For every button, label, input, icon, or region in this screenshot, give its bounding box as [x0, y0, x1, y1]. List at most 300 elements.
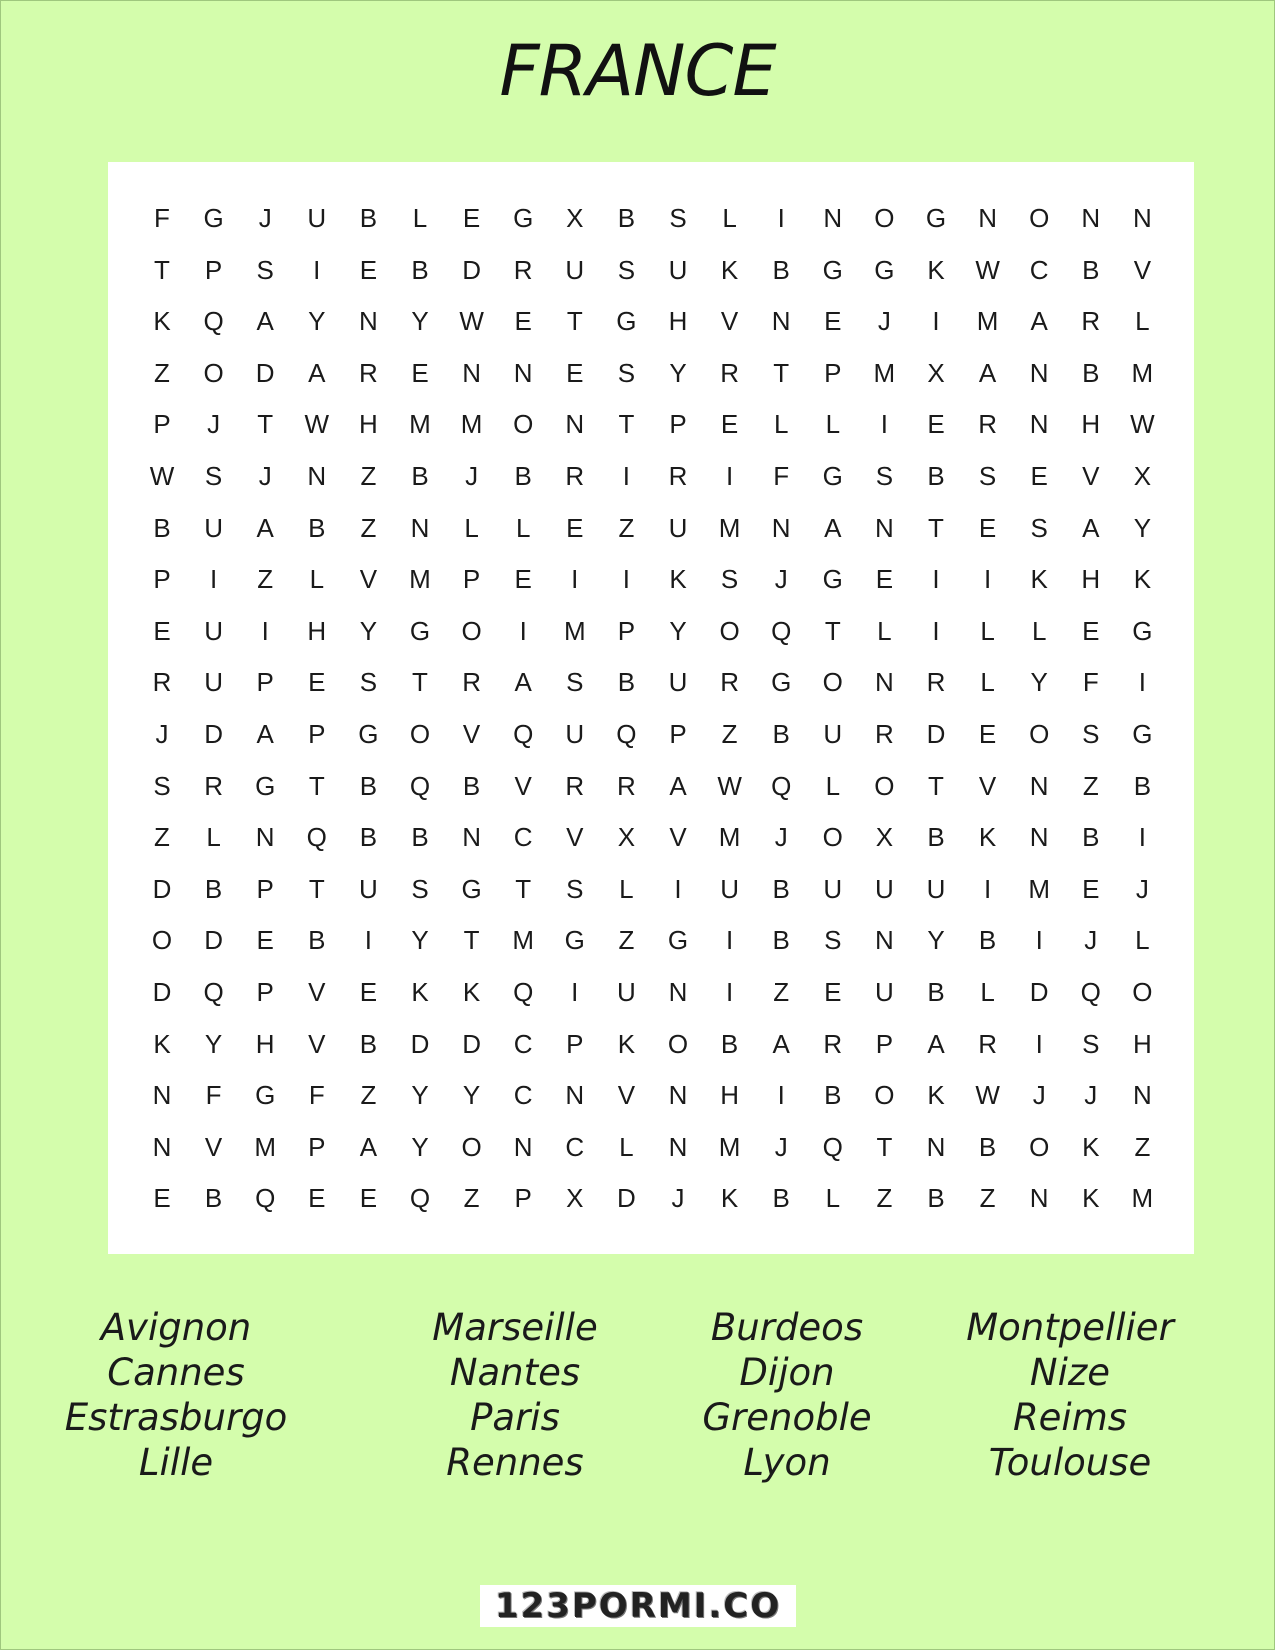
grid-cell[interactable]: V — [308, 1028, 326, 1059]
grid-cell[interactable]: L — [980, 977, 995, 1007]
grid-cell[interactable]: M — [409, 409, 431, 440]
grid-cell[interactable]: U — [875, 873, 894, 904]
grid-cell[interactable]: Y — [204, 1028, 223, 1059]
grid-cell[interactable]: J — [774, 1131, 788, 1162]
grid-cell[interactable]: L — [877, 615, 892, 646]
grid-cell[interactable]: N — [152, 1131, 172, 1162]
grid-cell[interactable]: W — [459, 306, 484, 337]
grid-cell[interactable]: J — [465, 461, 479, 491]
grid-cell[interactable]: E — [153, 1183, 171, 1214]
grid-cell[interactable]: S — [720, 564, 739, 595]
grid-cell[interactable]: N — [668, 977, 688, 1007]
grid-cell[interactable]: U — [875, 977, 894, 1007]
grid-cell[interactable]: E — [824, 977, 842, 1007]
grid-cell[interactable]: H — [359, 409, 378, 440]
grid-cell[interactable]: A — [669, 770, 687, 801]
grid-cell[interactable]: U — [565, 254, 585, 285]
grid-cell[interactable]: L — [722, 203, 737, 233]
grid-cell[interactable]: N — [462, 357, 481, 388]
grid-cell[interactable]: N — [1029, 770, 1049, 801]
grid-cell[interactable]: Y — [927, 925, 945, 956]
grid-cell[interactable]: L — [1031, 615, 1047, 646]
grid-cell[interactable]: M — [460, 409, 483, 440]
grid-cell[interactable]: P — [256, 873, 274, 904]
grid-cell[interactable]: S — [153, 770, 171, 801]
grid-cell[interactable]: K — [669, 564, 687, 595]
grid-cell[interactable]: C — [513, 1080, 533, 1111]
grid-cell[interactable]: E — [359, 1183, 378, 1214]
grid-cell[interactable]: Z — [979, 1183, 996, 1214]
grid-cell[interactable]: B — [411, 822, 429, 853]
grid-cell[interactable]: Y — [411, 1080, 429, 1111]
grid-cell[interactable]: B — [308, 925, 326, 956]
grid-cell[interactable]: R — [978, 409, 997, 440]
grid-cell[interactable]: B — [411, 461, 429, 491]
grid-cell[interactable]: F — [154, 203, 170, 233]
grid-cell[interactable]: L — [1135, 306, 1150, 337]
grid-cell[interactable]: P — [514, 1183, 532, 1214]
grid-cell[interactable]: U — [204, 615, 223, 646]
grid-cell[interactable]: E — [875, 564, 894, 595]
grid-cell[interactable]: J — [774, 822, 788, 853]
grid-cell[interactable]: B — [927, 1183, 945, 1214]
grid-cell[interactable]: S — [1082, 1028, 1100, 1059]
grid-cell[interactable]: Z — [257, 564, 274, 595]
grid-cell[interactable]: Q — [771, 770, 792, 801]
grid-cell[interactable]: P — [824, 357, 842, 388]
grid-cell[interactable]: W — [717, 770, 742, 801]
grid-cell[interactable]: B — [927, 822, 945, 853]
grid-cell[interactable]: Q — [822, 1131, 843, 1162]
grid-cell[interactable]: U — [823, 873, 843, 904]
grid-cell[interactable]: I — [571, 977, 579, 1007]
grid-cell[interactable]: D — [204, 925, 223, 956]
grid-cell[interactable]: S — [617, 254, 636, 285]
grid-cell[interactable]: I — [313, 254, 321, 285]
grid-cell[interactable]: I — [1138, 667, 1146, 698]
grid-cell[interactable]: U — [668, 254, 688, 285]
grid-cell[interactable]: G — [874, 254, 895, 285]
grid-cell[interactable]: B — [204, 873, 223, 904]
grid-cell[interactable]: Y — [462, 1080, 481, 1111]
grid-cell[interactable]: N — [359, 306, 378, 337]
grid-cell[interactable]: O — [1029, 203, 1050, 233]
grid-cell[interactable]: L — [309, 564, 325, 595]
grid-cell[interactable]: R — [720, 357, 739, 388]
grid-cell[interactable]: X — [875, 822, 894, 853]
grid-cell[interactable]: G — [771, 667, 792, 698]
grid-cell[interactable]: N — [565, 1080, 585, 1111]
grid-cell[interactable]: G — [461, 873, 482, 904]
grid-cell[interactable]: A — [824, 512, 842, 543]
grid-cell[interactable]: T — [928, 770, 944, 801]
grid-cell[interactable]: T — [308, 770, 325, 801]
grid-cell[interactable]: E — [256, 925, 274, 956]
grid-cell[interactable]: P — [566, 1028, 584, 1059]
grid-cell[interactable]: H — [1081, 409, 1101, 440]
grid-cell[interactable]: T — [876, 1131, 893, 1162]
grid-cell[interactable]: E — [359, 254, 378, 285]
grid-cell[interactable]: O — [822, 822, 843, 853]
grid-cell[interactable]: R — [720, 667, 739, 698]
grid-cell[interactable]: C — [513, 822, 533, 853]
grid-cell[interactable]: E — [462, 203, 481, 233]
grid-cell[interactable]: Q — [513, 719, 534, 749]
grid-cell[interactable]: G — [203, 203, 224, 233]
grid-cell[interactable]: O — [1029, 719, 1050, 749]
grid-cell[interactable]: E — [566, 357, 584, 388]
grid-cell[interactable]: K — [927, 254, 945, 285]
grid-cell[interactable]: B — [1082, 822, 1100, 853]
grid-cell[interactable]: I — [674, 873, 682, 904]
grid-cell[interactable]: K — [617, 1028, 636, 1059]
grid-cell[interactable]: S — [359, 667, 378, 698]
grid-cell[interactable]: E — [720, 409, 739, 440]
grid-cell[interactable]: Z — [360, 461, 377, 491]
grid-cell[interactable]: U — [359, 873, 378, 904]
grid-cell[interactable]: M — [254, 1131, 277, 1162]
grid-cell[interactable]: X — [617, 822, 636, 853]
grid-cell[interactable]: L — [619, 873, 634, 904]
grid-cell[interactable]: I — [1138, 822, 1146, 853]
grid-cell[interactable]: X — [927, 357, 945, 388]
grid-cell[interactable]: B — [824, 1080, 842, 1111]
grid-cell[interactable]: T — [308, 873, 325, 904]
grid-cell[interactable]: U — [668, 512, 688, 543]
grid-cell[interactable]: Z — [360, 512, 377, 543]
grid-cell[interactable]: V — [359, 564, 378, 595]
grid-cell[interactable]: R — [462, 667, 481, 698]
grid-cell[interactable]: B — [1082, 254, 1100, 285]
grid-cell[interactable]: B — [772, 1183, 790, 1214]
grid-cell[interactable]: Z — [773, 977, 790, 1007]
grid-cell[interactable]: S — [978, 461, 997, 491]
grid-cell[interactable]: M — [976, 306, 999, 337]
grid-cell[interactable]: V — [720, 306, 739, 337]
grid-cell[interactable]: P — [256, 977, 274, 1007]
grid-cell[interactable]: P — [256, 667, 274, 698]
grid-cell[interactable]: E — [308, 1183, 326, 1214]
grid-cell[interactable]: I — [261, 615, 269, 646]
grid-cell[interactable]: S — [1030, 512, 1048, 543]
grid-cell[interactable]: L — [619, 1131, 634, 1162]
grid-cell[interactable]: K — [1082, 1183, 1100, 1214]
grid-cell[interactable]: A — [256, 306, 274, 337]
grid-cell[interactable]: G — [255, 1080, 276, 1111]
grid-cell[interactable]: J — [671, 1183, 685, 1214]
grid-cell[interactable]: L — [825, 770, 841, 801]
grid-cell[interactable]: Y — [359, 615, 378, 646]
grid-cell[interactable]: N — [823, 203, 843, 233]
grid-cell[interactable]: O — [874, 1080, 895, 1111]
grid-cell[interactable]: M — [1028, 873, 1051, 904]
grid-cell[interactable]: N — [1133, 1080, 1152, 1111]
grid-cell[interactable]: S — [875, 461, 894, 491]
grid-cell[interactable]: S — [824, 925, 842, 956]
grid-cell[interactable]: N — [668, 1080, 688, 1111]
grid-cell[interactable]: Z — [463, 1183, 480, 1214]
grid-cell[interactable]: L — [412, 203, 428, 233]
grid-cell[interactable]: N — [875, 925, 894, 956]
grid-cell[interactable]: F — [205, 1080, 222, 1111]
grid-cell[interactable]: W — [975, 1080, 1000, 1111]
grid-cell[interactable]: Z — [721, 719, 738, 749]
grid-cell[interactable]: E — [359, 977, 378, 1007]
grid-cell[interactable]: R — [204, 770, 223, 801]
grid-cell[interactable]: A — [772, 1028, 790, 1059]
grid-cell[interactable]: Z — [1082, 770, 1099, 801]
grid-cell[interactable]: V — [514, 770, 532, 801]
grid-cell[interactable]: O — [874, 770, 895, 801]
grid-cell[interactable]: B — [927, 461, 945, 491]
grid-cell[interactable]: T — [824, 615, 841, 646]
grid-cell[interactable]: R — [875, 719, 894, 749]
grid-cell[interactable]: K — [927, 1080, 945, 1111]
grid-cell[interactable]: P — [669, 409, 687, 440]
grid-cell[interactable]: O — [1132, 977, 1153, 1007]
grid-cell[interactable]: B — [720, 1028, 739, 1059]
grid-cell[interactable]: L — [825, 1183, 841, 1214]
grid-cell[interactable]: D — [410, 1028, 430, 1059]
grid-cell[interactable]: B — [204, 1183, 223, 1214]
grid-cell[interactable]: V — [669, 822, 687, 853]
grid-cell[interactable]: B — [1133, 770, 1152, 801]
grid-cell[interactable]: G — [822, 254, 843, 285]
grid-cell[interactable]: M — [718, 822, 741, 853]
grid-cell[interactable]: I — [1035, 925, 1043, 956]
grid-cell[interactable]: A — [978, 357, 997, 388]
grid-cell[interactable]: S — [1082, 719, 1100, 749]
grid-cell[interactable]: V — [566, 822, 584, 853]
grid-cell[interactable]: Y — [669, 615, 687, 646]
grid-cell[interactable]: R — [823, 1028, 843, 1059]
grid-cell[interactable]: Y — [1030, 667, 1048, 698]
grid-cell[interactable]: U — [307, 203, 327, 233]
grid-cell[interactable]: K — [720, 1183, 739, 1214]
grid-cell[interactable]: M — [718, 512, 741, 543]
grid-cell[interactable]: B — [772, 254, 790, 285]
grid-cell[interactable]: S — [566, 667, 584, 698]
grid-cell[interactable]: E — [308, 667, 326, 698]
grid-cell[interactable]: O — [203, 357, 224, 388]
grid-cell[interactable]: G — [667, 925, 689, 956]
grid-cell[interactable]: Y — [669, 357, 687, 388]
grid-cell[interactable]: G — [616, 306, 637, 337]
grid-cell[interactable]: Y — [1133, 512, 1152, 543]
grid-cell[interactable]: J — [207, 409, 221, 440]
grid-cell[interactable]: R — [565, 461, 585, 491]
grid-cell[interactable]: B — [617, 667, 636, 698]
grid-cell[interactable]: N — [1029, 357, 1049, 388]
grid-cell[interactable]: I — [725, 461, 734, 491]
grid-cell[interactable]: J — [1032, 1080, 1046, 1111]
grid-cell[interactable]: Z — [618, 925, 635, 956]
grid-cell[interactable]: G — [1132, 719, 1153, 749]
grid-cell[interactable]: L — [980, 667, 995, 698]
grid-cell[interactable]: Q — [203, 306, 224, 337]
grid-cell[interactable]: U — [204, 512, 223, 543]
grid-cell[interactable]: G — [513, 203, 534, 233]
grid-cell[interactable]: I — [777, 1080, 785, 1111]
grid-cell[interactable]: M — [873, 357, 896, 388]
grid-cell[interactable]: E — [1082, 873, 1100, 904]
grid-cell[interactable]: M — [409, 564, 431, 595]
grid-cell[interactable]: S — [256, 254, 274, 285]
grid-cell[interactable]: I — [571, 564, 579, 595]
grid-cell[interactable]: O — [1029, 1131, 1050, 1162]
grid-cell[interactable]: Z — [1134, 1131, 1151, 1162]
grid-cell[interactable]: T — [257, 409, 274, 440]
grid-cell[interactable]: V — [1133, 254, 1152, 285]
grid-cell[interactable]: D — [255, 357, 275, 388]
grid-cell[interactable]: A — [927, 1028, 945, 1059]
grid-cell[interactable]: L — [515, 512, 531, 543]
grid-cell[interactable]: E — [1082, 615, 1100, 646]
grid-cell[interactable]: N — [668, 1131, 688, 1162]
grid-cell[interactable]: C — [565, 1131, 585, 1162]
grid-cell[interactable]: W — [304, 409, 330, 440]
grid-cell[interactable]: U — [565, 719, 585, 749]
grid-cell[interactable]: G — [822, 461, 843, 491]
grid-cell[interactable]: J — [877, 306, 891, 337]
grid-cell[interactable]: N — [875, 512, 894, 543]
grid-cell[interactable]: U — [617, 977, 636, 1007]
grid-cell[interactable]: T — [566, 306, 583, 337]
grid-cell[interactable]: C — [513, 1028, 533, 1059]
grid-cell[interactable]: B — [772, 925, 790, 956]
grid-cell[interactable]: J — [774, 564, 788, 595]
grid-cell[interactable]: I — [209, 564, 218, 595]
grid-cell[interactable]: H — [1081, 564, 1101, 595]
grid-cell[interactable]: N — [513, 357, 533, 388]
grid-cell[interactable]: T — [928, 512, 944, 543]
grid-cell[interactable]: I — [880, 409, 888, 440]
grid-cell[interactable]: X — [566, 1183, 584, 1214]
grid-cell[interactable]: O — [461, 1131, 482, 1162]
grid-cell[interactable]: V — [308, 977, 326, 1007]
grid-cell[interactable]: D — [152, 977, 172, 1007]
grid-cell[interactable]: L — [773, 409, 789, 440]
grid-cell[interactable]: D — [926, 719, 946, 749]
grid-cell[interactable]: P — [153, 409, 171, 440]
grid-cell[interactable]: R — [152, 667, 172, 698]
grid-cell[interactable]: D — [462, 254, 481, 285]
grid-cell[interactable]: Y — [411, 1131, 429, 1162]
grid-cell[interactable]: P — [308, 719, 326, 749]
grid-cell[interactable]: I — [622, 461, 630, 491]
grid-cell[interactable]: X — [566, 203, 584, 233]
grid-cell[interactable]: O — [461, 615, 482, 646]
grid-cell[interactable]: I — [725, 925, 734, 956]
grid-cell[interactable]: O — [151, 925, 173, 956]
grid-cell[interactable]: B — [359, 822, 378, 853]
grid-cell[interactable]: O — [719, 615, 740, 646]
grid-cell[interactable]: B — [153, 512, 171, 543]
grid-cell[interactable]: Z — [360, 1080, 377, 1111]
grid-cell[interactable]: Z — [876, 1183, 893, 1214]
grid-cell[interactable]: C — [1029, 254, 1049, 285]
grid-cell[interactable]: N — [1029, 822, 1049, 853]
grid-cell[interactable]: Y — [411, 925, 429, 956]
grid-cell[interactable]: L — [980, 615, 995, 646]
grid-cell[interactable]: Q — [306, 822, 327, 853]
grid-cell[interactable]: Y — [308, 306, 326, 337]
grid-cell[interactable]: R — [513, 254, 533, 285]
grid-cell[interactable]: D — [617, 1183, 636, 1214]
grid-cell[interactable]: I — [519, 615, 527, 646]
grid-cell[interactable]: N — [1133, 203, 1152, 233]
grid-cell[interactable]: H — [1133, 1028, 1152, 1059]
grid-cell[interactable]: S — [669, 203, 687, 233]
grid-cell[interactable]: N — [875, 667, 894, 698]
grid-cell[interactable]: B — [359, 203, 378, 233]
grid-cell[interactable]: P — [875, 1028, 894, 1059]
grid-cell[interactable]: K — [411, 977, 429, 1007]
grid-cell[interactable]: Q — [771, 615, 792, 646]
grid-cell[interactable]: I — [622, 564, 630, 595]
grid-cell[interactable]: Q — [255, 1183, 276, 1214]
grid-cell[interactable]: B — [772, 873, 790, 904]
grid-cell[interactable]: N — [1029, 1183, 1049, 1214]
grid-cell[interactable]: K — [153, 306, 171, 337]
grid-cell[interactable]: I — [777, 203, 785, 233]
grid-cell[interactable]: K — [720, 254, 739, 285]
grid-cell[interactable]: N — [771, 306, 791, 337]
grid-cell[interactable]: T — [515, 873, 532, 904]
grid-cell[interactable]: U — [668, 667, 688, 698]
grid-cell[interactable]: B — [308, 512, 326, 543]
grid-cell[interactable]: U — [926, 873, 946, 904]
grid-cell[interactable]: I — [983, 564, 992, 595]
grid-cell[interactable]: D — [152, 873, 172, 904]
grid-cell[interactable]: U — [204, 667, 223, 698]
grid-cell[interactable]: H — [307, 615, 327, 646]
grid-cell[interactable]: M — [512, 925, 535, 956]
grid-cell[interactable]: N — [152, 1080, 172, 1111]
grid-cell[interactable]: N — [410, 512, 430, 543]
grid-cell[interactable]: B — [462, 770, 481, 801]
grid-cell[interactable]: T — [463, 925, 480, 956]
grid-cell[interactable]: E — [411, 357, 429, 388]
grid-cell[interactable]: B — [359, 1028, 378, 1059]
grid-cell[interactable]: N — [1029, 409, 1049, 440]
grid-cell[interactable]: N — [513, 1131, 533, 1162]
grid-cell[interactable]: L — [464, 512, 479, 543]
grid-cell[interactable]: N — [307, 461, 327, 491]
grid-cell[interactable]: D — [1029, 977, 1049, 1007]
grid-cell[interactable]: B — [927, 977, 945, 1007]
grid-cell[interactable]: N — [771, 512, 791, 543]
grid-cell[interactable]: I — [932, 306, 940, 337]
grid-cell[interactable]: K — [1030, 564, 1048, 595]
grid-cell[interactable]: P — [462, 564, 481, 595]
grid-cell[interactable]: B — [772, 719, 790, 749]
grid-cell[interactable]: E — [824, 306, 842, 337]
grid-cell[interactable]: Q — [616, 719, 637, 749]
grid-cell[interactable]: U — [720, 873, 739, 904]
grid-cell[interactable]: W — [1130, 409, 1155, 440]
grid-cell[interactable]: K — [1082, 1131, 1100, 1162]
grid-cell[interactable]: M — [1131, 1183, 1154, 1214]
grid-cell[interactable]: O — [874, 203, 895, 233]
grid-cell[interactable]: W — [975, 254, 1000, 285]
grid-cell[interactable]: P — [153, 564, 171, 595]
grid-cell[interactable]: E — [514, 306, 532, 337]
grid-cell[interactable]: Z — [154, 357, 170, 388]
grid-cell[interactable]: I — [1035, 1028, 1043, 1059]
grid-cell[interactable]: M — [718, 1131, 741, 1162]
grid-cell[interactable]: I — [725, 977, 734, 1007]
